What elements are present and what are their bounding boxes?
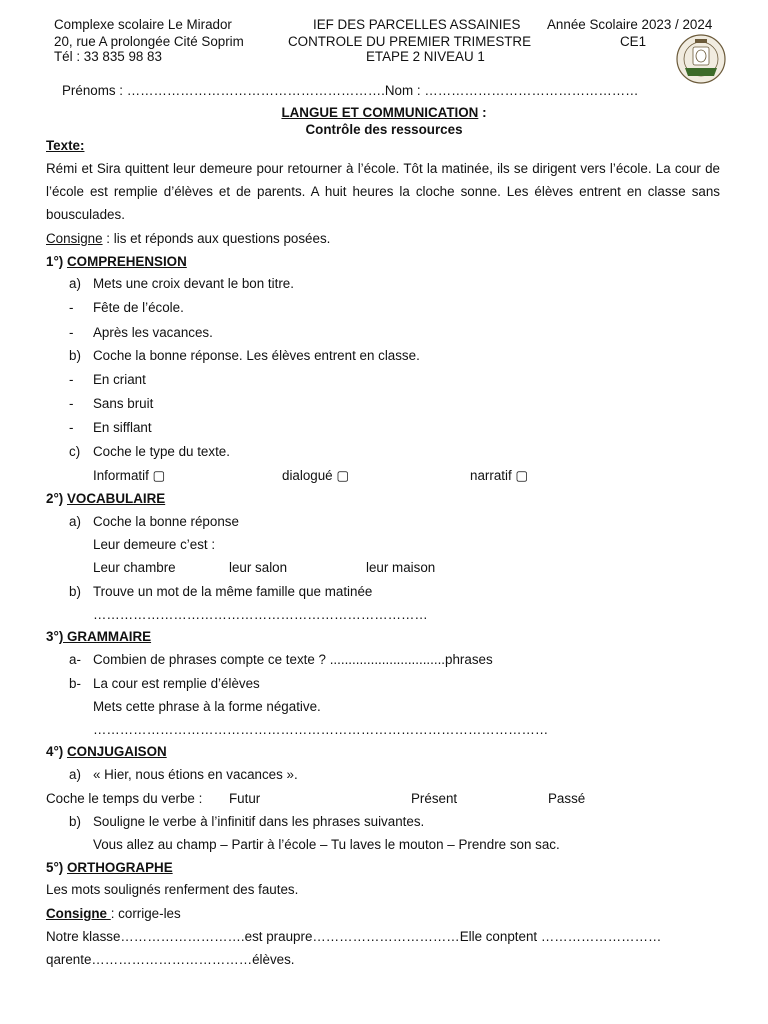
question-4b: Souligne le verbe à l’infinitif dans les phrases suivantes. xyxy=(93,814,425,829)
question-2a: Coche la bonne réponse xyxy=(93,514,239,529)
option-1c-2: dialogué ▢ xyxy=(282,468,350,483)
section-heading-orthographe: 5°) ORTHOGRAPHE xyxy=(46,860,173,875)
question-1a: Mets une croix devant le bon titre. xyxy=(93,276,294,291)
temps-label: Coche le temps du verbe : xyxy=(46,791,203,806)
question-1b: Coche la bonne réponse. Les élèves entrent en classe. xyxy=(93,348,420,363)
dash-bullet: - xyxy=(69,396,74,411)
class-level: CE1 xyxy=(620,34,647,49)
orthographe-intro: Les mots soulignés renferment des fautes. xyxy=(46,882,299,897)
exam-title: CONTROLE DU PREMIER TRIMESTRE xyxy=(288,34,532,49)
exam-stage: ETAPE 2 NIVEAU 1 xyxy=(366,49,485,64)
option-4a-1: Futur xyxy=(229,791,261,806)
option-2a-3: leur maison xyxy=(366,560,436,575)
option-1a-1: Fête de l’école. xyxy=(93,300,184,315)
answer-line-2b: ………………………………………………………………… xyxy=(93,607,428,622)
ief-name: IEF DES PARCELLES ASSAINIES xyxy=(313,17,521,32)
orthographe-consigne: Consigne : corrige-les xyxy=(46,906,181,921)
option-1c-3: narratif ▢ xyxy=(470,468,529,483)
dash-bullet: - xyxy=(69,300,74,315)
question-1c: Coche le type du texte. xyxy=(93,444,230,459)
section-heading-comprehension: 1°) COMPREHENSION xyxy=(46,254,187,269)
option-1b-2: Sans bruit xyxy=(93,396,154,411)
names-line: Prénoms : ………………………………………………….Nom : ………………………………………… xyxy=(62,83,639,98)
section-heading-grammaire: 3°) GRAMMAIRE xyxy=(46,629,152,644)
item-marker: b) xyxy=(69,584,81,599)
question-3a: Combien de phrases compte ce texte ? ...............................phrases xyxy=(93,652,493,667)
question-4a: « Hier, nous étions en vacances ». xyxy=(93,767,298,782)
question-3b: La cour est remplie d’élèves xyxy=(93,676,260,691)
item-marker: b- xyxy=(69,676,81,691)
option-2a-2: leur salon xyxy=(229,560,288,575)
item-marker: b) xyxy=(69,814,81,829)
school-year: Année Scolaire 2023 / 2024 xyxy=(547,17,713,32)
item-marker: a- xyxy=(69,652,81,667)
item-marker: c) xyxy=(69,444,81,459)
option-1b-1: En criant xyxy=(93,372,146,387)
dash-bullet: - xyxy=(69,372,74,387)
question-2b: Trouve un mot de la même famille que matinée xyxy=(93,584,373,599)
option-4a-3: Passé xyxy=(548,791,586,806)
question-2a-line: Leur demeure c’est : xyxy=(93,537,216,552)
page-subtitle: Contrôle des ressources xyxy=(305,122,463,137)
item-marker: a) xyxy=(69,276,81,291)
dash-bullet: - xyxy=(69,325,74,340)
answer-line-3b: ………………………………………………………………………………………… xyxy=(93,722,549,737)
school-name: Complexe scolaire Le Mirador xyxy=(54,17,232,32)
option-2a-1: Leur chambre xyxy=(93,560,176,575)
school-phone: Tél : 33 835 98 83 xyxy=(54,49,162,64)
option-4a-2: Présent xyxy=(411,791,458,806)
option-1b-3: En sifflant xyxy=(93,420,152,435)
texte-body: Rémi et Sira quittent leur demeure pour retourner à l’école. Tôt la matinée, ils se dirigent vers l’école. La cour de l’école est remplie d’élèves et de parents. A huit heures la cloche sonne. Les élèves entrent en classe sans bousculades. xyxy=(46,161,720,222)
orthographe-line-1: Notre klasse……………………….est praupre……………………………Elle conptent ……………………… xyxy=(46,929,662,944)
section-heading-vocabulaire: 2°) VOCABULAIRE xyxy=(46,491,166,506)
page-title: LANGUE ET COMMUNICATION : xyxy=(281,105,487,120)
texte-label: Texte: xyxy=(46,138,85,153)
dash-bullet: - xyxy=(69,420,74,435)
orthographe-line-2: qarente………………………………élèves. xyxy=(46,952,295,967)
option-1a-2: Après les vacances. xyxy=(93,325,213,340)
item-marker: b) xyxy=(69,348,81,363)
consigne-line: Consigne : lis et réponds aux questions posées. xyxy=(46,231,331,246)
item-marker: a) xyxy=(69,514,81,529)
question-3b-line: Mets cette phrase à la forme négative. xyxy=(93,699,321,714)
question-4b-line: Vous allez au champ – Partir à l’école – Tu laves le mouton – Prendre son sac. xyxy=(93,837,560,852)
school-logo xyxy=(676,34,726,84)
option-1c-1: Informatif ▢ xyxy=(93,468,166,483)
section-heading-conjugaison: 4°) CONJUGAISON xyxy=(46,744,167,759)
item-marker: a) xyxy=(69,767,81,782)
school-address: 20, rue A prolongée Cité Soprim xyxy=(54,34,244,49)
